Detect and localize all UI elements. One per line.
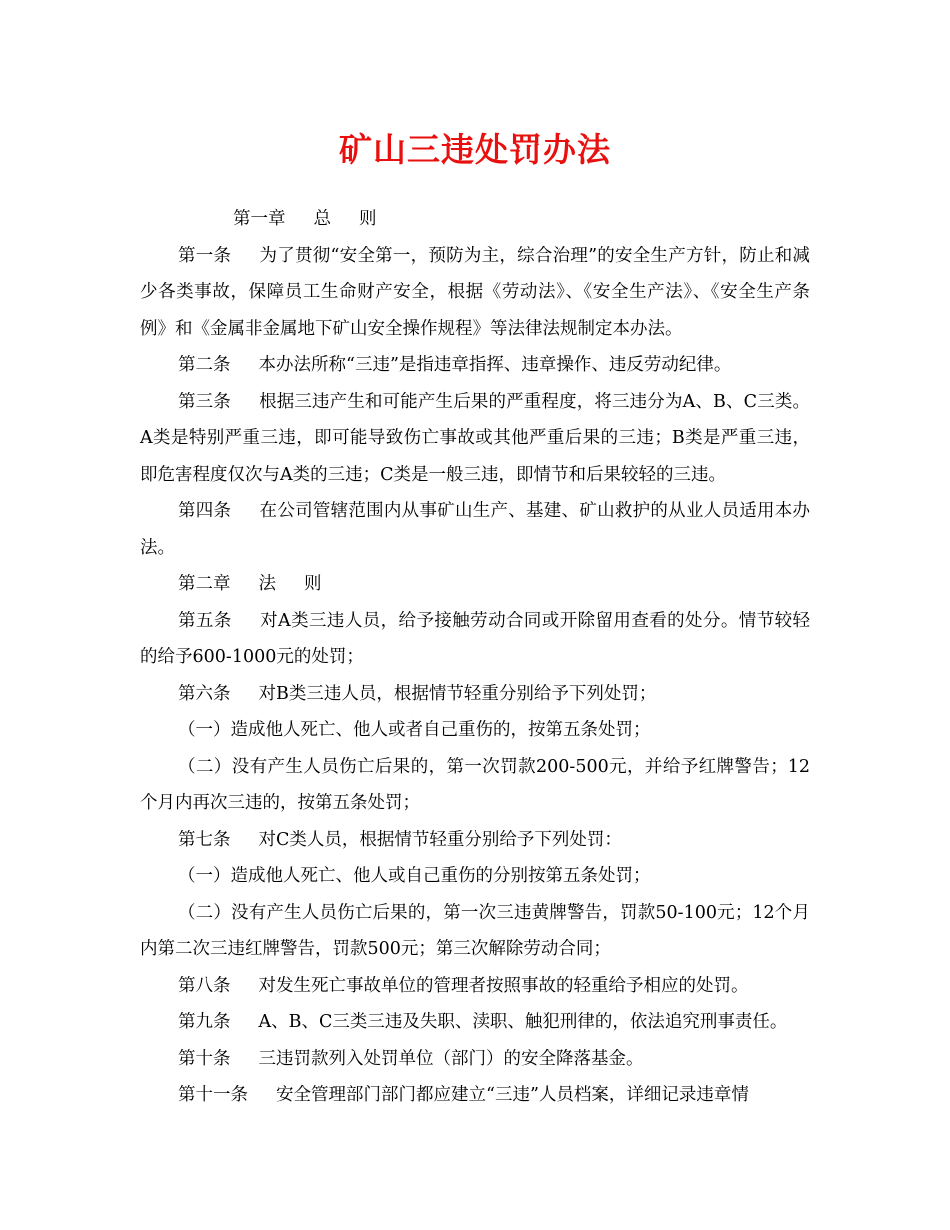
article-6 bbox=[140, 676, 810, 713]
article-7 bbox=[140, 822, 810, 859]
article-6-item-2: （二）没有产生人员伤亡后果的，第一次罚款200-500元，并给予红牌警告；12个月内再次三违的，按第五条处罚； bbox=[140, 756, 810, 813]
chapter-heading-2 bbox=[140, 566, 810, 603]
chapter-heading-1 bbox=[140, 201, 810, 238]
article-7-item-1: （一）造成他人死亡、他人或自己重伤的分别按第五条处罚； bbox=[178, 866, 651, 886]
article-number: 第四条 bbox=[178, 501, 232, 521]
article-number: 第一条 bbox=[178, 245, 232, 266]
article-text: 对发生死亡事故单位的管理者按照事故的轻重给予相应的处罚。 bbox=[258, 975, 749, 996]
article-number: 第十条 bbox=[178, 1048, 231, 1069]
article-5 bbox=[140, 603, 810, 676]
article-1 bbox=[140, 238, 810, 348]
article-text: 对C类人员，根据情节轻重分别给予下列处罚： bbox=[258, 829, 622, 850]
article-number: 第二条 bbox=[178, 355, 231, 375]
article-11 bbox=[140, 1077, 810, 1114]
article-4 bbox=[140, 493, 810, 566]
article-text: 对A类三违人员，给予接触劳动合同或开除留用查看的处分。情节较轻的给予600-1000元的处罚； bbox=[140, 610, 811, 667]
article-text: A、B、C三类三违及失职、渎职、触犯刑律的，依法追究刑事责任。 bbox=[258, 1012, 788, 1032]
article-text: 为了贯彻“安全第一，预防为主，综合治理”的安全生产方针，防止和减少各类事故，保障员工生命财产安全，根据《劳动法》、《安全生产法》、《安全生产条例》和《金属非金属地下矿山安全操作规程》等法律法规制定本办法。 bbox=[140, 245, 810, 339]
article-text: 对B类三违人员，根据情节轻重分别给予下列处罚； bbox=[258, 683, 657, 704]
document-title: 矿山三违处罚办法 bbox=[339, 130, 611, 169]
article-text: 本办法所称“三违”是指违章指挥、违章操作、违反劳动纪律。 bbox=[258, 355, 732, 375]
article-number: 第五条 bbox=[178, 610, 232, 631]
article-text: 三违罚款列入处罚单位（部门）的安全降落基金。 bbox=[258, 1048, 644, 1069]
article-number: 第三条 bbox=[178, 391, 231, 412]
article-number: 第十一条 bbox=[178, 1085, 248, 1105]
article-text: 在公司管辖范围内从事矿山生产、基建、矿山救护的从业人员适用本办法。 bbox=[140, 501, 811, 558]
article-8 bbox=[140, 968, 810, 1005]
article-6-item-1: （一）造成他人死亡、他人或者自己重伤的，按第五条处罚； bbox=[178, 720, 651, 740]
article-text: 根据三违产生和可能产生后果的严重程度，将三违分为A、B、C三类。A类是特别严重三违，即可能导致伤亡事故或其他严重后果的三违；B类是严重三违，即危害程度仅次与A类的三违；C类是一般三违，即情节和后果较轻的三违。 bbox=[140, 391, 811, 485]
article-10 bbox=[140, 1041, 810, 1078]
chapter-name-part: 则 bbox=[304, 574, 322, 594]
article-number: 第六条 bbox=[178, 683, 231, 704]
chapter-name-part: 则 bbox=[359, 209, 377, 229]
article-7-item-2: （二）没有产生人员伤亡后果的，第一次三违黄牌警告，罚款50-100元；12个月内第二次三违红牌警告，罚款500元；第三次解除劳动合同； bbox=[140, 902, 810, 959]
chapter-label: 第二章 bbox=[178, 574, 231, 594]
article-9 bbox=[140, 1004, 810, 1041]
article-number: 第九条 bbox=[178, 1012, 231, 1032]
article-number: 第八条 bbox=[178, 975, 231, 996]
chapter-name-part: 总 bbox=[313, 209, 331, 229]
chapter-label: 第一章 bbox=[233, 209, 286, 229]
article-2 bbox=[140, 347, 810, 384]
chapter-name-part: 法 bbox=[258, 574, 276, 594]
article-text: 安全管理部门部门都应建立“三违”人员档案，详细记录违章情 bbox=[276, 1085, 749, 1105]
article-number: 第七条 bbox=[178, 829, 231, 850]
document-body bbox=[140, 201, 810, 1114]
article-3 bbox=[140, 384, 810, 494]
